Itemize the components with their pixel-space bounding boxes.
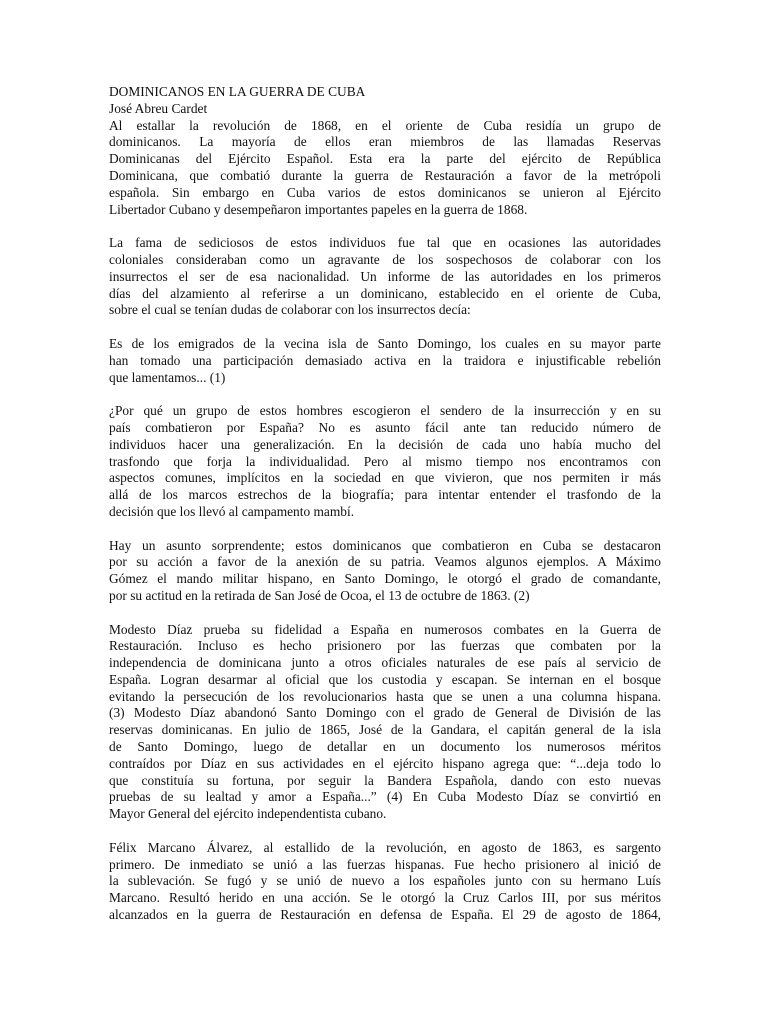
paragraph-line: trasfondo que forja la individualidad. Pero al mismo tiempo nos encontramos con bbox=[109, 453, 661, 469]
paragraph-line: que constituía su fortuna, por seguir la Bandera Española, dando con esto nuevas bbox=[109, 772, 661, 788]
paragraph-line: país combatieron por España? No es asunto fácil ante tan reducido número de bbox=[109, 419, 661, 435]
document-page bbox=[109, 84, 661, 924]
paragraph-line: individuos hacer una generalización. En la decisión de cada uno había mucho del bbox=[109, 436, 661, 452]
paragraph-line: Restauración. Incluso es hecho prisionero por las fuerzas que combaten por la bbox=[109, 638, 661, 654]
paragraph-line: reservas dominicanas. En julio de 1865, José de la Gandara, el capitán general de la isla bbox=[109, 722, 661, 738]
paragraph-line: días del alzamiento al referirse a un dominicano, establecido en el oriente de Cuba, bbox=[109, 285, 661, 301]
paragraph-line: Hay un asunto sorprendente; estos dominicanos que combatieron en Cuba se destacaron bbox=[109, 537, 661, 553]
paragraph-line: contraídos por Díaz en sus actividades en el ejército hispano agrega que: “...deja todo lo bbox=[109, 755, 661, 771]
paragraph-line: alcanzados en la guerra de Restauración en defensa de España. El 29 de agosto de 1864, bbox=[109, 907, 661, 923]
paragraph-line: Mayor General del ejército independentista cubano. bbox=[109, 806, 387, 822]
paragraph-line: Félix Marcano Álvarez, al estallido de la revolución, en agosto de 1863, es sargento bbox=[109, 839, 661, 855]
paragraph-line: Marcano. Resultó herido en una acción. Se le otorgó la Cruz Carlos III, por sus méritos bbox=[109, 890, 661, 906]
paragraph-line: La fama de sediciosos de estos individuos fue tal que en ocasiones las autoridades bbox=[109, 235, 661, 251]
paragraph-line: han tomado una participación demasiado activa en la traidora e injustificable rebelión bbox=[109, 352, 661, 368]
paragraph-line: ¿Por qué un grupo de estos hombres escogieron el sendero de la insurrección y en su bbox=[109, 403, 661, 419]
paragraph-line: por su acción a favor de la anexión de su patria. Veamos algunos ejemplos. A Máximo bbox=[109, 554, 661, 570]
paragraph-line: insurrectos el ser de esa nacionalidad. Un informe de las autoridades en los primeros bbox=[109, 268, 661, 284]
paragraph-line: la sublevación. Se fugó y se unió de nuevo a los españoles junto con su hermano Luís bbox=[109, 873, 661, 889]
paragraph-line: sobre el cual se tenían dudas de colaborar con los insurrectos decía: bbox=[109, 302, 471, 318]
paragraph-line: evitando la persecución de los revolucionarios hasta que se unen a una columna hispana. bbox=[109, 688, 661, 704]
paragraph-line: española. Sin embargo en Cuba varios de estos dominicanos se unieron al Ejército bbox=[109, 184, 661, 200]
paragraph-line: decisión que los llevó al campamento mambí. bbox=[109, 503, 355, 519]
paragraph bbox=[109, 118, 661, 219]
paragraph-line: coloniales consideraban como un agravante de los sospechosos de colaborar con los bbox=[109, 251, 661, 267]
paragraph bbox=[109, 336, 661, 386]
paragraph bbox=[109, 538, 661, 605]
paragraph-line: independencia de dominicana junto a otros oficiales naturales de ese país al servicio de bbox=[109, 655, 661, 671]
paragraph-line: Dominicana, que combatió durante la guerra de Restauración a favor de la metrópoli bbox=[109, 167, 661, 183]
paragraph-line: (3) Modesto Díaz abandonó Santo Domingo con el grado de General de División de las bbox=[109, 705, 661, 721]
paragraph bbox=[109, 840, 661, 924]
paragraph-line: Es de los emigrados de la vecina isla de Santo Domingo, los cuales en su mayor parte bbox=[109, 335, 661, 351]
paragraph bbox=[109, 403, 661, 521]
paragraph-line: España. Logran desarmar al oficial que los custodia y escapan. Se internan en el bosque bbox=[109, 671, 661, 687]
paragraph-line: dominicanos. La mayoría de ellos eran miembros de las llamadas Reservas bbox=[109, 134, 661, 150]
paragraph-line: Al estallar la revolución de 1868, en el oriente de Cuba residía un grupo de bbox=[109, 117, 661, 133]
paragraph-line: Dominicanas del Ejército Español. Esta era la parte del ejército de República bbox=[109, 151, 661, 167]
document-author: José Abreu Cardet bbox=[109, 100, 208, 116]
paragraph-line: Gómez el mando militar hispano, en Santo Domingo, le otorgó el grado de comandante, bbox=[109, 571, 661, 587]
paragraph-line: que lamentamos... (1) bbox=[109, 369, 226, 385]
paragraph bbox=[109, 622, 661, 824]
paragraph-line: aspectos comunes, implícitos en la sociedad en que vivieron, que nos permiten ir más bbox=[109, 470, 661, 486]
paragraph-line: allá de los marcos estrechos de la biografía; para intentar entender el trasfondo de la bbox=[109, 487, 661, 503]
document-title: DOMINICANOS EN LA GUERRA DE CUBA bbox=[109, 84, 366, 99]
paragraph-line: Modesto Díaz prueba su fidelidad a España en numerosos combates en la Guerra de bbox=[109, 621, 661, 637]
paragraph-line: de Santo Domingo, luego de detallar en un documento los numerosos méritos bbox=[109, 739, 661, 755]
document-body bbox=[109, 118, 661, 924]
paragraph bbox=[109, 235, 661, 319]
paragraph-line: por su actitud en la retirada de San José de Ocoa, el 13 de octubre de 1863. (2) bbox=[109, 587, 530, 603]
paragraph-line: Libertador Cubano y desempeñaron importantes papeles en la guerra de 1868. bbox=[109, 201, 528, 217]
paragraph-line: primero. De inmediato se unió a las fuerzas hispanas. Fue hecho prisionero al inició de bbox=[109, 856, 661, 872]
paragraph-line: pruebas de su lealtad y amor a España...” (4) En Cuba Modesto Díaz se convirtió en bbox=[109, 789, 661, 805]
